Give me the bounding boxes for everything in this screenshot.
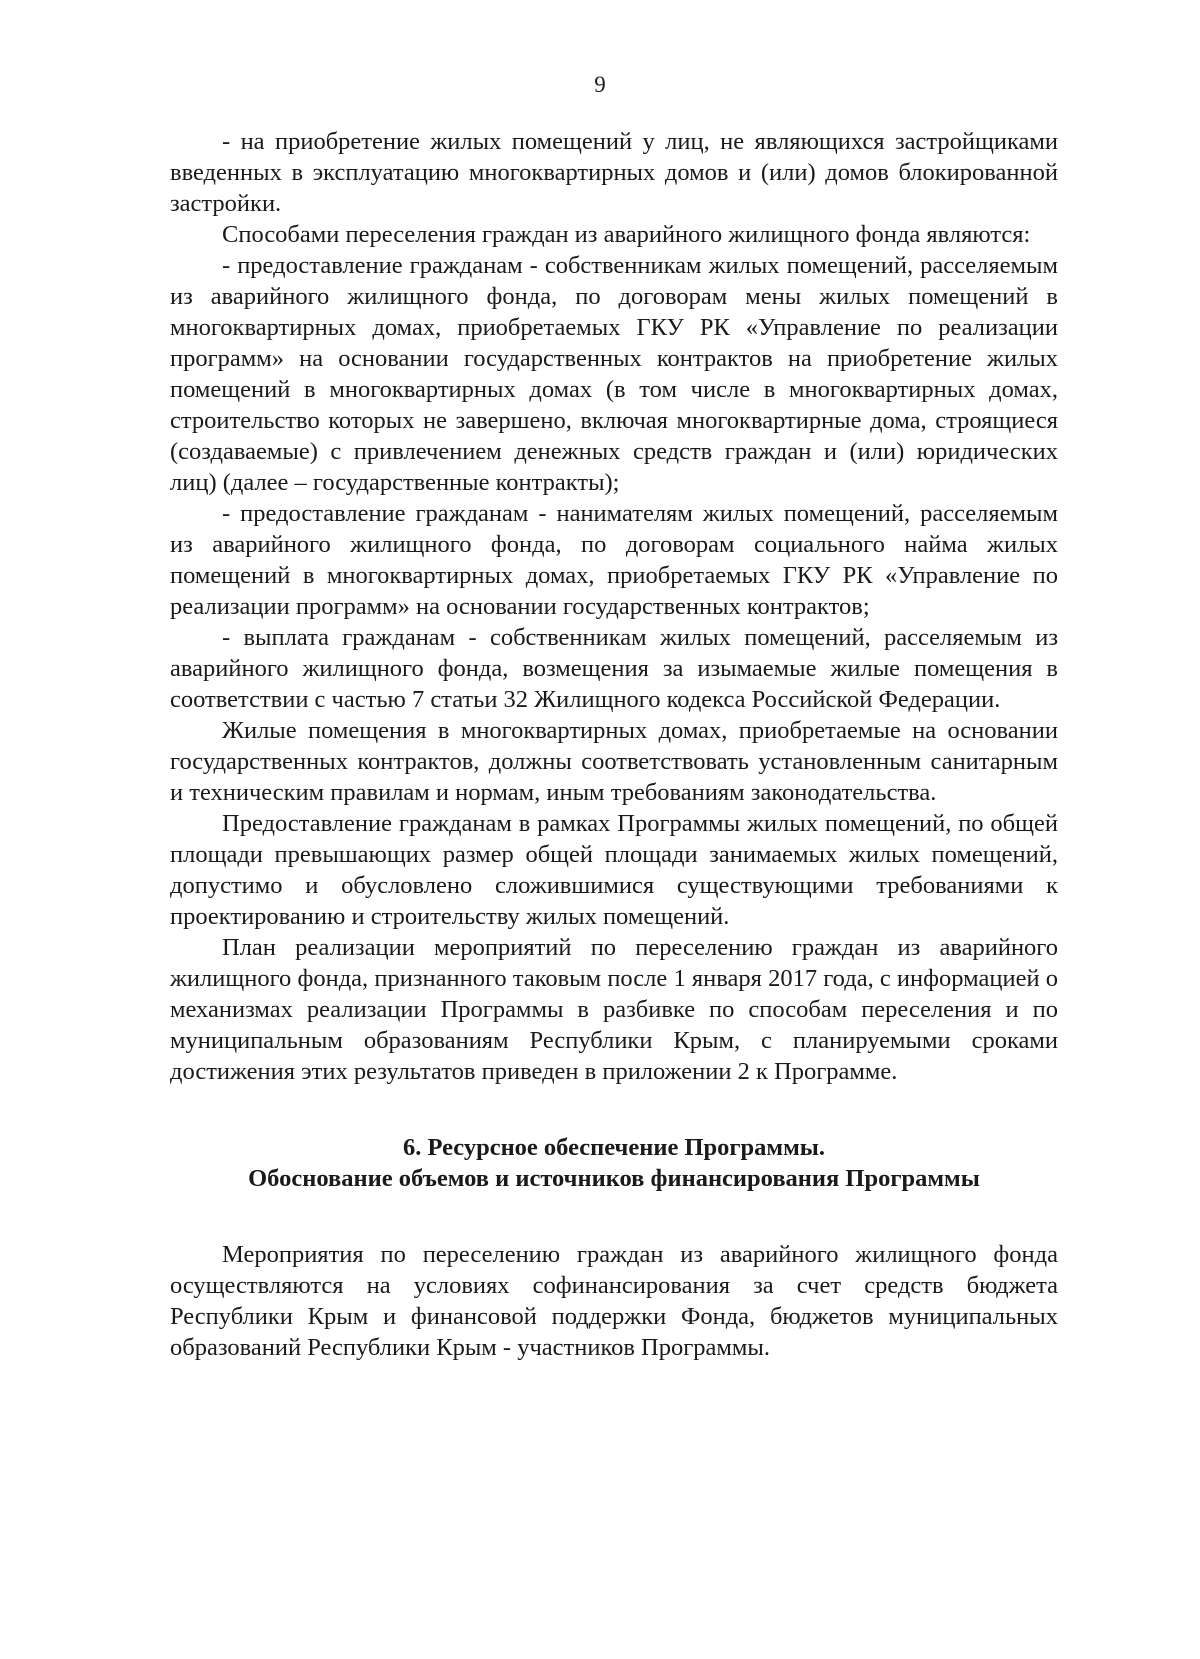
paragraph: Жилые помещения в многоквартирных домах, приобретаемые на основании государственных контрактов, должны соответствовать установленным санитарным и техническим правилам и нормам, иным требованиям законодательства. <box>170 717 1058 806</box>
paragraph: Мероприятия по переселению граждан из аварийного жилищного фонда осуществляются на условиях софинансирования за счет средств бюджета Республики Крым и финансовой поддержки Фонда, бюджетов муниципальных образований Республики Крым - участников Программы. <box>170 1241 1058 1361</box>
page-number: 9 <box>594 72 606 97</box>
document-body <box>170 126 1058 1363</box>
paragraph: - на приобретение жилых помещений у лиц, не являющихся застройщиками введенных в эксплуатацию многоквартирных домов и (или) домов блокированной застройки. <box>170 128 1058 217</box>
paragraph: - предоставление гражданам - нанимателям жилых помещений, расселяемым из аварийного жилищного фонда, по договорам социального найма жилых помещений в многоквартирных домах, приобретаемых ГКУ РК «Управление по реализации программ» на основании государственных контрактов; <box>170 500 1058 620</box>
paragraph: - предоставление гражданам - собственникам жилых помещений, расселяемым из аварийного жилищного фонда, по договорам мены жилых помещений в многоквартирных домах, приобретаемых ГКУ РК «Управление по реализации программ» на основании государственных контрактов на приобретение жилых помещений в многоквартирных домах (в том числе в многоквартирных домах, строительство которых не завершено, включая многоквартирные дома, строящиеся (создаваемые) с привлечением денежных средств граждан и (или) юридических лиц) (далее – государственные контракты); <box>170 252 1058 496</box>
paragraph: - выплата гражданам - собственникам жилых помещений, расселяемым из аварийного жилищного фонда, возмещения за изымаемые жилые помещения в соответствии с частью 7 статьи 32 Жилищного кодекса Российской Федерации. <box>170 624 1058 713</box>
paragraph: Предоставление гражданам в рамках Программы жилых помещений, по общей площади превышающих размер общей площади занимаемых жилых помещений, допустимо и обусловлено сложившимися существующими требованиями к проектированию и строительству жилых помещений. <box>170 810 1058 930</box>
paragraph: План реализации мероприятий по переселению граждан из аварийного жилищного фонда, признанного таковым после 1 января 2017 года, с информацией о механизмах реализации Программы в разбивке по способам переселения и по муниципальным образованиям Республики Крым, с планируемыми сроками достижения этих результатов приведен в приложении 2 к Программе. <box>170 934 1058 1085</box>
section-heading-line-2: Обоснование объемов и источников финансирования Программы <box>248 1165 980 1192</box>
paragraph: Способами переселения граждан из аварийного жилищного фонда являются: <box>222 221 1031 248</box>
section-heading-line-1: 6. Ресурсное обеспечение Программы. <box>402 1134 826 1161</box>
